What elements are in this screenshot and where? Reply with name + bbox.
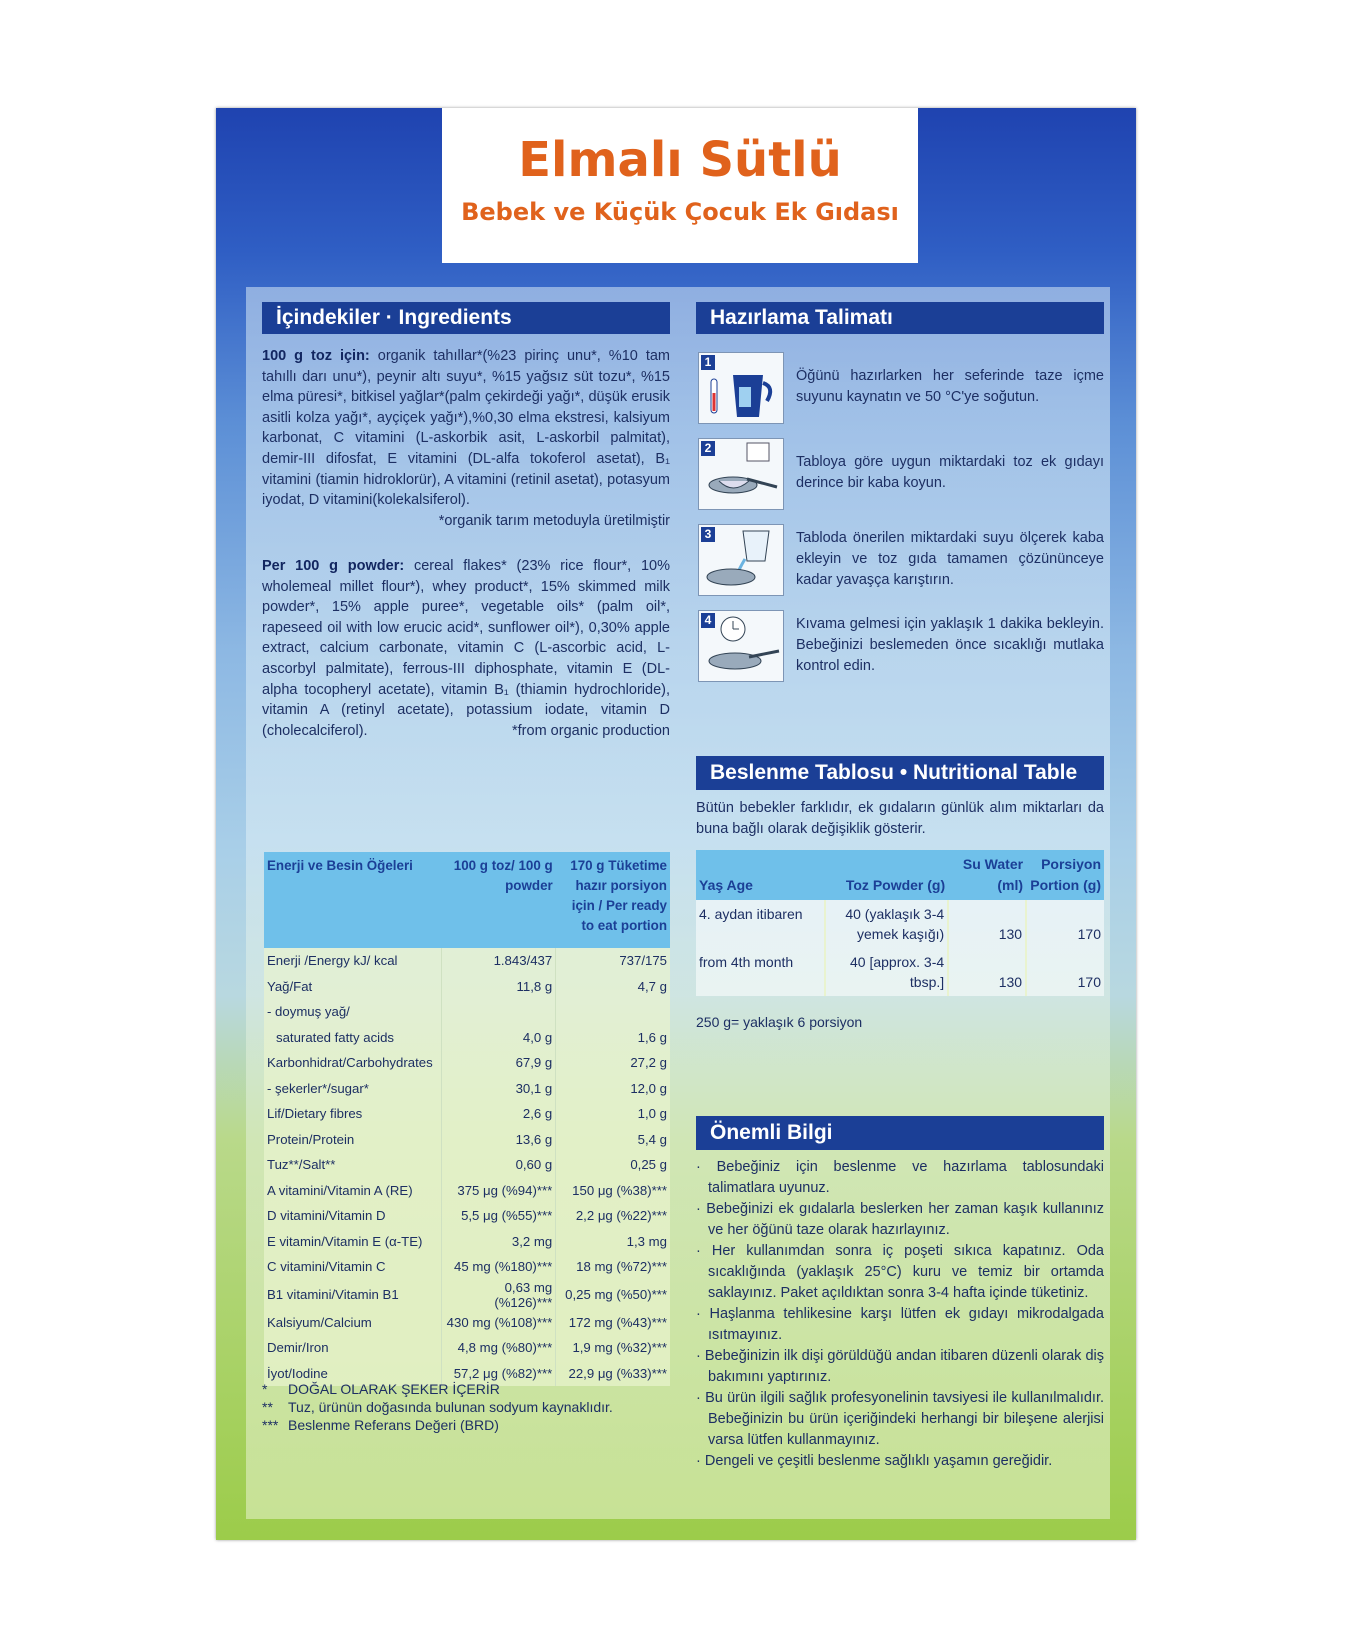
table-row (264, 1025, 670, 1051)
per-100g-cell: 0,60 g (441, 1152, 555, 1178)
step-4-image (698, 610, 784, 682)
per-100g-cell: 430 mg (%108)*** (441, 1310, 555, 1336)
per-100g-cell: 30,1 g (441, 1076, 555, 1102)
footnote: ** Tuz, ürünün doğasında bulunan sodyum kaynaklıdır. (262, 1399, 613, 1415)
footnote: *** Beslenme Referans Değeri (BRD) (262, 1417, 499, 1433)
table-row (264, 1178, 670, 1204)
nutrition-table (264, 852, 670, 1386)
per-portion-cell (556, 999, 670, 1025)
important-list (696, 1157, 1104, 1472)
list-item: · Her kullanımdan sonra iç poşeti sıkıca kapatınız. Oda sıcaklığında (yaklaşık 25°C) kuru ve temiz bir ortamda saklayınız. Paket açıldıktan sonra 3-4 hafta içinde tüketiniz. (696, 1243, 1105, 1301)
step-4-number: 4 (701, 613, 715, 628)
list-item: · Bu ürün ilgili sağlık profesyonelinin tavsiyesi ile kullanılmalıdır. Bebeğinizin bu ürün içeriğindeki herhangi bir bileşene alerjisi varsa lütfen kullanmayınız. (696, 1390, 1105, 1448)
product-subtitle: Bebek ve Küçük Çocuk Ek Gıdası (461, 198, 899, 226)
per-100g-cell: 13,6 g (441, 1127, 555, 1153)
step-1-image (698, 352, 784, 424)
nutrition-col-name: Enerji ve Besin Öğeleri (264, 852, 441, 948)
per-100g-cell: 57,2 μg (%82)*** (441, 1361, 555, 1387)
col-water: Su Water (ml) (948, 850, 1026, 900)
product-title: Elmalı Sütlü (518, 132, 842, 188)
list-item: · Haşlanma tehlikesine karşı lütfen ek gıdayı mikrodalgada ısıtmayınız. (696, 1306, 1104, 1343)
per-100g-cell: 45 mg (%180)*** (441, 1254, 555, 1280)
per-portion-cell: 5,4 g (556, 1127, 670, 1153)
powder-cell: 40 (yaklaşık 3-4 yemek kaşığı) (825, 900, 948, 948)
ingredients-heading: İçindekiler · Ingredients (262, 302, 670, 334)
portion-cell: 170 (1026, 948, 1104, 996)
table-row (696, 948, 1104, 996)
nutrition-col-portion: 170 g Tüketime hazır porsiyon için / Per ready to eat portion (556, 852, 670, 948)
per-portion-cell: 27,2 g (556, 1050, 670, 1076)
nutrition-col-100g: 100 g toz/ 100 g powder (441, 852, 555, 948)
table-row (264, 974, 670, 1000)
per-portion-cell: 1,0 g (556, 1101, 670, 1127)
col-age: Yaş Age (696, 850, 825, 900)
per-100g-cell: 1.843/437 (441, 948, 555, 974)
col-portion: Porsiyon Portion (g) (1026, 850, 1104, 900)
table-row (696, 900, 1104, 948)
table-row (264, 1127, 670, 1153)
nutrition-footnotes (262, 1380, 613, 1434)
nutrient-name-cell: saturated fatty acids (276, 1029, 395, 1045)
ingredients-tr-lead: 100 g toz için: (262, 348, 370, 364)
nutrient-name-cell: E vitamin/Vitamin E (α-TE) (267, 1233, 423, 1249)
table-row (264, 1280, 670, 1310)
powder-cell: 40 [approx. 3-4 tbsp.] (825, 948, 948, 996)
per-100g-cell: 67,9 g (441, 1050, 555, 1076)
table-row (264, 1101, 670, 1127)
list-item: · Bebeğinizi ek gıdalarla beslerken her zaman kaşık kullanınız ve her öğünü taze olarak hazırlayınız. (696, 1201, 1104, 1238)
per-100g-cell: 4,8 mg (%80)*** (441, 1335, 555, 1361)
per-100g-cell: 375 μg (%94)*** (441, 1178, 555, 1204)
step-4-text: Kıvama gelmesi için yaklaşık 1 dakika bekleyin. Bebeğinizi beslemeden önce sıcaklığı mutlaka kontrol edin. (796, 616, 1104, 674)
ingredients-en (262, 556, 670, 742)
table-row (264, 1152, 670, 1178)
feeding-intro: Bütün bebekler farklıdır, ek gıdaların günlük alım miktarları da buna bağlı olarak değişiklik gösterir. (696, 800, 1104, 837)
age-cell: from 4th month (696, 948, 825, 996)
table-row (264, 1050, 670, 1076)
nutrient-name-cell: Tuz**/Salt** (267, 1157, 336, 1173)
per-portion-cell: 2,2 μg (%22)*** (556, 1203, 670, 1229)
ingredients-en-body: cereal flakes* (23% rice flour*, 10% wholemeal millet flour*), whey product*, 15% skimmed milk powder*, 15% apple puree*, vegetable oils* (palm oil*, rapeseed oil with low erucic acid*, sunflower oil*), 0,30% apple extract, calcium carbonate, vitamin C (L-ascorbic acid, L-ascorbyl palmitate), ferrous-III diphosphate, vitamin E (DL-alpha tocopheryl acetate), vitamin B₁ (thiamin hydrochloride), vitamin A (retinyl acetate), potassium iodate, vitamin D (cholecalciferol). (262, 558, 671, 739)
water-cell: 130 (948, 948, 1026, 996)
step-2-text: Tabloya göre uygun miktardaki toz ek gıdayı derince bir kaba koyun. (796, 454, 1104, 491)
nutrient-name-cell: A vitamini/Vitamin A (RE) (267, 1182, 413, 1198)
table-row (264, 1203, 670, 1229)
table-row (264, 948, 670, 974)
per-100g-cell: 3,2 mg (441, 1229, 555, 1255)
feeding-heading: Beslenme Tablosu • Nutritional Table (696, 756, 1104, 790)
step-2-number: 2 (701, 441, 715, 456)
preparation-heading: Hazırlama Talimatı (696, 302, 1104, 334)
list-item: · Bebeğiniz için beslenme ve hazırlama tablosundaki talimatlara uyunuz. (696, 1159, 1105, 1196)
per-portion-cell: 0,25 mg (%50)*** (556, 1280, 670, 1310)
portion-cell: 170 (1026, 900, 1104, 948)
footnote: * DOĞAL OLARAK ŞEKER İÇERİR (262, 1381, 500, 1397)
ingredients-tr-body: organik tahıllar*(%23 pirinç unu*, %10 tam tahıllı darı unu*), peynir altı suyu*, %15 yağsız süt tozu*, %15 elma püresi*, bitkisel yağlar*(palm çekirdeği yağı*, düşük erusik asitli kolza yağı*, ayçiçek yağı*),%0,30 elma ekstresi, kalsiyum karbonat, C vitamini (L-askorbik asit, L-askorbil palmitat), demir-III difosfat, E vitamini (DL-alfa tokoferol asetat), B₁ vitamini (tiamin hidroklorür), A vitamini (retinil asetat), potasyum iyodat, D vitamini(kolekalsiferol). (262, 348, 670, 509)
per-portion-cell: 150 μg (%38)*** (556, 1178, 670, 1204)
per-portion-cell: 0,25 g (556, 1152, 670, 1178)
title-panel (442, 108, 918, 263)
per-portion-cell: 12,0 g (556, 1076, 670, 1102)
per-portion-cell: 1,6 g (556, 1025, 670, 1051)
nutrient-name-cell: D vitamini/Vitamin D (267, 1208, 386, 1224)
per-portion-cell: 737/175 (556, 948, 670, 974)
per-portion-cell: 22,9 μg (%33)*** (556, 1361, 670, 1387)
col-powder: Toz Powder (g) (825, 850, 948, 900)
per-100g-cell: 5,5 μg (%55)*** (441, 1203, 555, 1229)
important-heading: Önemli Bilgi (696, 1116, 1104, 1150)
water-cell: 130 (948, 900, 1026, 948)
per-portion-cell: 18 mg (%72)*** (556, 1254, 670, 1280)
list-item: · Dengeli ve çeşitli beslenme sağlıklı yaşamın gereğidir. (696, 1453, 1053, 1469)
nutrient-name-cell: B1 vitamini/Vitamin B1 (267, 1287, 399, 1302)
nutrient-name-cell: - doymuş yağ/ (267, 1004, 350, 1020)
per-portion-cell: 1,9 mg (%32)*** (556, 1335, 670, 1361)
per-100g-cell: 2,6 g (441, 1101, 555, 1127)
per-portion-cell: 172 mg (%43)*** (556, 1310, 670, 1336)
portion-note: 250 g= yaklaşık 6 porsiyon (696, 1014, 863, 1030)
step-2-image (698, 438, 784, 510)
nutrient-name-cell: Yağ/Fat (267, 978, 313, 994)
step-3-number: 3 (701, 527, 715, 542)
per-portion-cell: 1,3 mg (556, 1229, 670, 1255)
feeding-table (696, 850, 1104, 996)
age-cell: 4. aydan itibaren (696, 900, 825, 948)
table-row (264, 1254, 670, 1280)
step-1-number: 1 (701, 355, 715, 370)
per-100g-cell: 11,8 g (441, 974, 555, 1000)
per-100g-cell: 4,0 g (441, 1025, 555, 1051)
ingredients-tr-note: *organik tarım metoduyla üretilmiştir (438, 512, 670, 529)
nutrient-name-cell: Kalsiyum/Calcium (267, 1314, 372, 1330)
table-row (264, 1076, 670, 1102)
table-row (264, 999, 670, 1025)
per-portion-cell: 4,7 g (556, 974, 670, 1000)
nutrient-name-cell: İyot/Iodine (267, 1365, 328, 1381)
list-item: · Bebeğinizin ilk dişi görüldüğü andan itibaren düzenli olarak diş bakımını yaptırınız. (696, 1348, 1104, 1385)
per-100g-cell: 0,63 mg (%126)*** (441, 1280, 555, 1310)
table-row (264, 1335, 670, 1361)
per-100g-cell (441, 999, 555, 1025)
table-row (264, 1229, 670, 1255)
nutrient-name-cell: Enerji /Energy kJ/ kcal (267, 953, 398, 969)
nutrient-name-cell: Protein/Protein (267, 1131, 355, 1147)
step-1-text: Öğünü hazırlarken her seferinde taze içme suyunu kaynatın ve 50 °C'ye soğutun. (796, 368, 1104, 405)
nutrient-name-cell: Demir/Iron (267, 1340, 329, 1356)
step-3-text: Tabloda önerilen miktardaki suyu ölçerek kaba ekleyin ve toz gıda tamamen çözününceye kadar yavaşça karıştırın. (796, 530, 1104, 588)
step-3-image (698, 524, 784, 596)
ingredients-en-note: *from organic production (512, 723, 670, 740)
ingredients-tr (262, 346, 670, 531)
nutrient-name-cell: - şekerler*/sugar* (267, 1080, 369, 1096)
nutrient-name-cell: Lif/Dietary fibres (267, 1106, 363, 1122)
nutrient-name-cell: C vitamini/Vitamin C (267, 1259, 386, 1275)
table-row (264, 1310, 670, 1336)
ingredients-en-lead: Per 100 g powder: (262, 558, 405, 574)
nutrient-name-cell: Karbonhidrat/Carbohydrates (267, 1055, 433, 1071)
